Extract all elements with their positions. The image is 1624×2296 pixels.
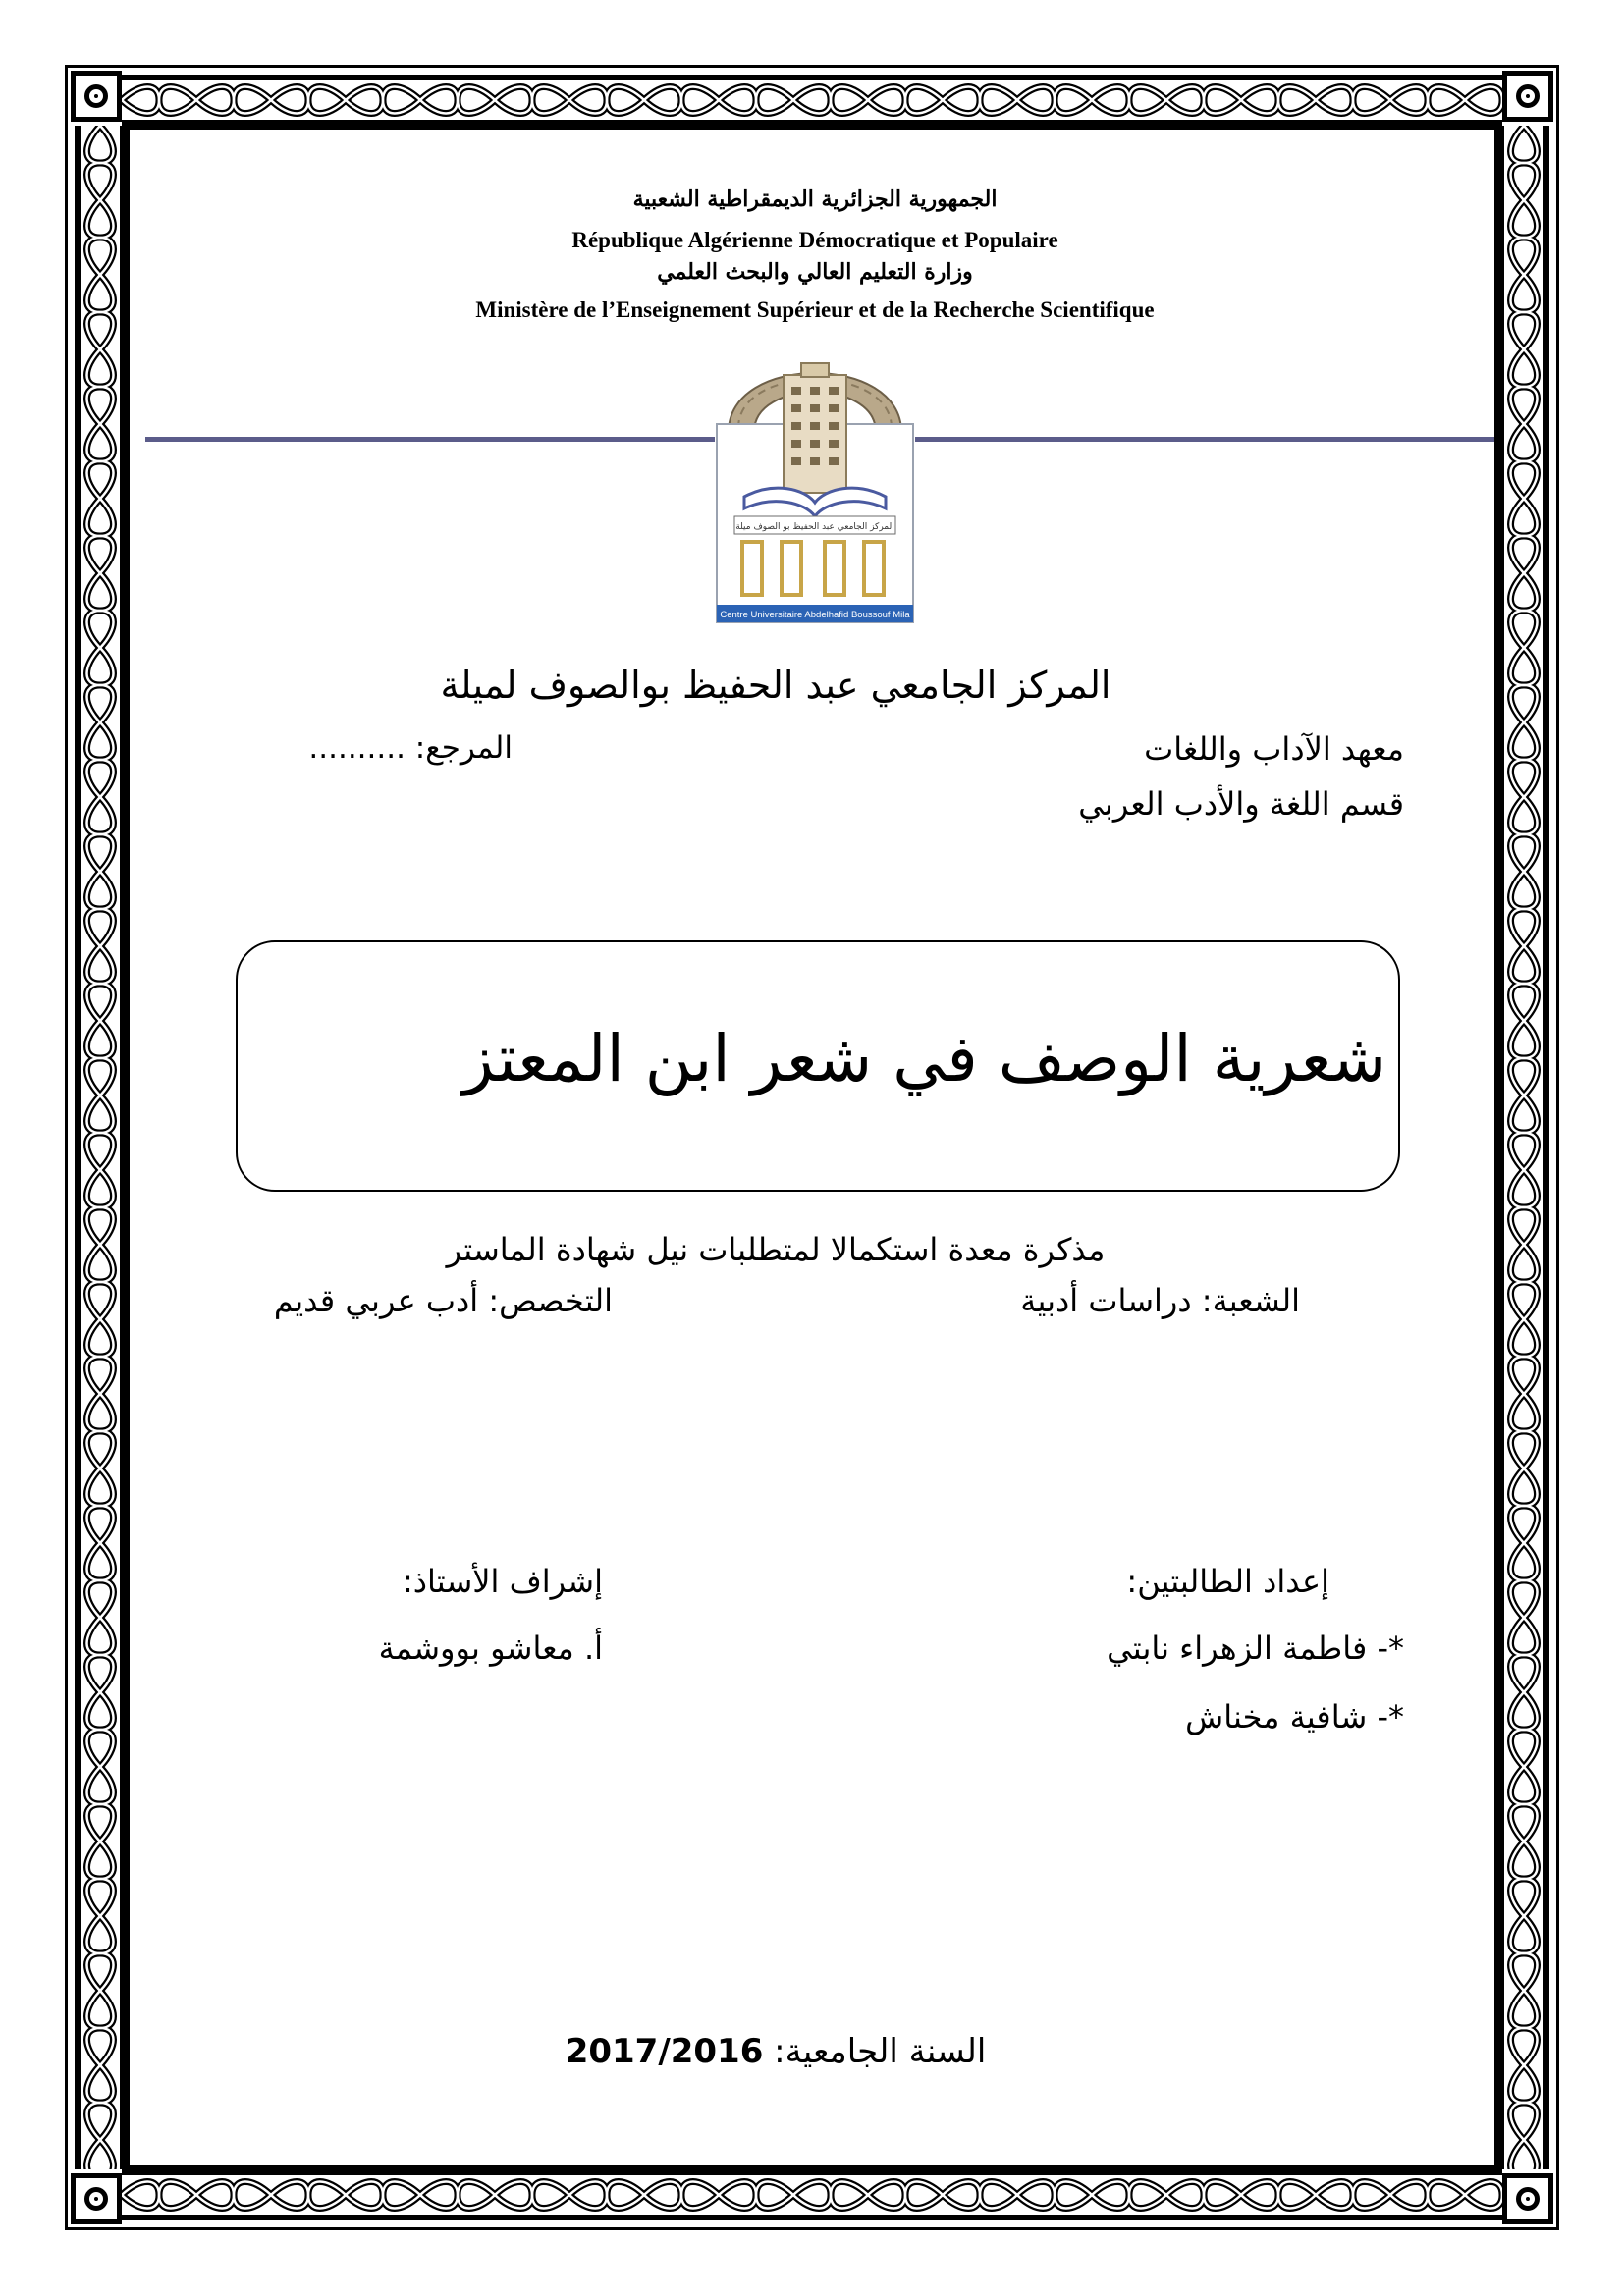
university-logo	[715, 314, 915, 624]
supervision-label: إشراف الأستاذ:	[403, 1563, 603, 1600]
chain-border-bottom	[122, 2169, 1502, 2220]
institute-name: معهد الآداب واللغات	[1144, 730, 1404, 768]
republic-name-ar: الجمهورية الجزائرية الديمقراطية الشعبية	[632, 187, 998, 212]
chain-border-left	[75, 126, 126, 2169]
logo-caption-text: Centre Universitaire Abdelhafid Boussouf Mila	[720, 610, 910, 620]
university-center-name: المركز الجامعي عبد الحفيظ بوالصوف لميلة	[440, 664, 1111, 707]
specialty-field: التخصص: أدب عربي قديم	[273, 1282, 613, 1319]
thesis-title: شعرية الوصف في شعر ابن المعتز	[462, 1021, 1386, 1096]
branch-field: الشعبة: دراسات أدبية	[1020, 1282, 1300, 1319]
academic-year-value: 2017/2016	[565, 2032, 764, 2071]
prepared-by-label: إعداد الطالبتين:	[1126, 1563, 1329, 1600]
academic-year	[353, 2032, 1198, 2071]
corner-ornament-bottom-right	[1502, 2173, 1553, 2224]
header-rule-right	[915, 437, 1494, 442]
header-rule-left	[145, 437, 715, 442]
corner-ornament-bottom-left	[71, 2173, 122, 2224]
chain-border-right	[1498, 126, 1549, 2169]
academic-year-label: السنة الجامعية:	[763, 2032, 987, 2071]
ministry-name-fr: Ministère de l’Enseignement Supérieur et de la Recherche Scientifique	[475, 297, 1155, 322]
corner-ornament-top-right	[1502, 71, 1553, 122]
student-name-2: *- شافية مخناش	[1185, 1698, 1404, 1735]
republic-name-fr: République Algérienne Démocratique et Populaire	[571, 228, 1058, 252]
student-name-1: *- فاطمة الزهراء نابتي	[1107, 1629, 1404, 1667]
ministry-name-ar: وزارة التعليم العالي والبحث العلمي	[657, 259, 973, 285]
supervisor-name: أ. معاشو بووشمة	[378, 1629, 603, 1667]
logo-ribbon-text: المركز الجامعي عبد الحفيظ بو الصوف ميلة	[735, 522, 894, 532]
reference-field: المرجع: ..........	[308, 730, 513, 766]
department-name: قسم اللغة والأدب العربي	[1078, 785, 1404, 823]
thesis-purpose: مذكرة معدة استكمالا لمتطلبات نيل شهادة الماستر	[446, 1231, 1106, 1268]
corner-ornament-top-left	[71, 71, 122, 122]
chain-border-top	[122, 75, 1502, 126]
